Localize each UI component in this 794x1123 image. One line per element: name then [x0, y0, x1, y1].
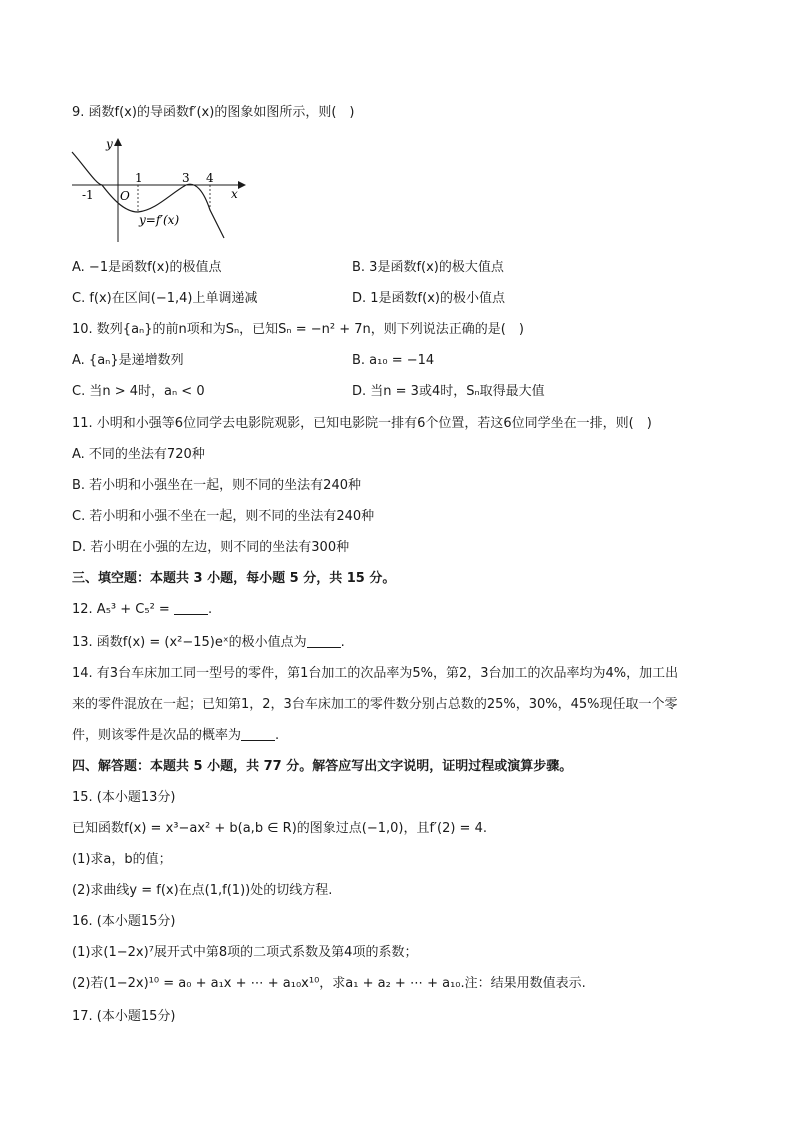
q17-heading: 17. (本小题15分): [72, 1009, 176, 1024]
q10-option-a: A. {aₙ}是递增数列: [72, 353, 184, 368]
q10-stem: 10. 数列{aₙ}的前n项和为Sₙ，已知Sₙ = −n² + 7n，则下列说法正确的是( ): [72, 322, 524, 337]
q14-end: .: [275, 728, 280, 743]
q9-derivative-graph: [68, 134, 248, 244]
graph-tick-3: 3: [182, 171, 190, 185]
q9-option-c: C. f(x)在区间(−1,4)上单调递减: [72, 291, 258, 306]
q9-stem: 9. 函数f(x)的导函数f′(x)的图象如图所示，则( ): [72, 105, 355, 120]
q15-part-2: (2)求曲线y = f(x)在点(1,f(1))处的切线方程.: [72, 883, 333, 898]
q12-text: 12. A₅³ + C₅² =: [72, 602, 174, 617]
graph-label-x: x: [231, 187, 238, 201]
q14-line-1: 14. 有3台车床加工同一型号的零件，第1台加工的次品率为5%，第2，3台加工的次品率均为4%，加工出: [72, 666, 679, 681]
graph-tick-4: 4: [206, 171, 214, 185]
q15-body: 已知函数f(x) = x³−ax² + b(a,b ∈ R)的图象过点(−1,0)，且f′(2) = 4.: [72, 821, 487, 836]
q11-stem: 11. 小明和小强等6位同学去电影院观影，已知电影院一排有6个位置，若这6位同学坐在一排，则( ): [72, 416, 652, 431]
q13-text: 13. 函数f(x) = (x²−15)eˣ的极小值点为: [72, 635, 307, 650]
q14-line-2: 来的零件混放在一起；已知第1，2，3台车床加工的零件数分别占总数的25%，30%，45%现任取一个零: [72, 697, 678, 712]
graph-label-y: y: [106, 137, 113, 151]
q14-answer-blank[interactable]: [241, 728, 275, 741]
section-fill-in-heading: 三、填空题：本题共 3 小题，每小题 5 分，共 15 分。: [72, 571, 396, 586]
graph-tick-neg1: -1: [82, 188, 94, 202]
q14-line-3: [72, 727, 279, 745]
graph-tick-1: 1: [135, 171, 143, 185]
q11-option-d: D. 若小明在小强的左边，则不同的坐法有300种: [72, 540, 350, 555]
q13-answer-blank[interactable]: [307, 635, 341, 648]
q15-heading: 15. (本小题13分): [72, 790, 176, 805]
q16-part-1: (1)求(1−2x)⁷展开式中第8项的二项式系数及第4项的系数；: [72, 945, 418, 960]
q16-part-2: (2)若(1−2x)¹⁰ = a₀ + a₁x + ⋯ + a₁₀x¹⁰，求a₁ + a₂ + ⋯ + a₁₀.注：结果用数值表示.: [72, 976, 586, 991]
q9-option-a: A. −1是函数f(x)的极值点: [72, 260, 222, 275]
q14-text: 件，则该零件是次品的概率为: [72, 728, 242, 743]
q13: [72, 634, 345, 652]
q10-option-c: C. 当n > 4时，aₙ < 0: [72, 384, 205, 399]
q12-end: .: [207, 602, 213, 617]
q16-heading: 16. (本小题15分): [72, 914, 176, 929]
graph-curve-label: y=f′(x): [139, 213, 180, 227]
q15-part-1: (1)求a，b的值；: [72, 852, 172, 867]
q9-option-b: B. 3是函数f(x)的极大值点: [352, 260, 504, 275]
graph-label-origin: O: [120, 189, 130, 203]
q11-option-a: A. 不同的坐法有720种: [72, 447, 205, 462]
q13-end: .: [340, 635, 345, 650]
q11-option-c: C. 若小明和小强不坐在一起，则不同的坐法有240种: [72, 509, 375, 524]
section-solution-heading: 四、解答题：本题共 5 小题，共 77 分。解答应写出文字说明，证明过程或演算步骤。: [72, 759, 573, 774]
q11-option-b: B. 若小明和小强坐在一起，则不同的坐法有240种: [72, 478, 361, 493]
q12: [72, 601, 212, 619]
q10-option-d: D. 当n = 3或4时，Sₙ取得最大值: [352, 384, 545, 399]
q10-option-b: B. a₁₀ = −14: [352, 353, 435, 368]
q12-answer-blank[interactable]: [174, 602, 208, 615]
q9-option-d: D. 1是函数f(x)的极小值点: [352, 291, 505, 306]
